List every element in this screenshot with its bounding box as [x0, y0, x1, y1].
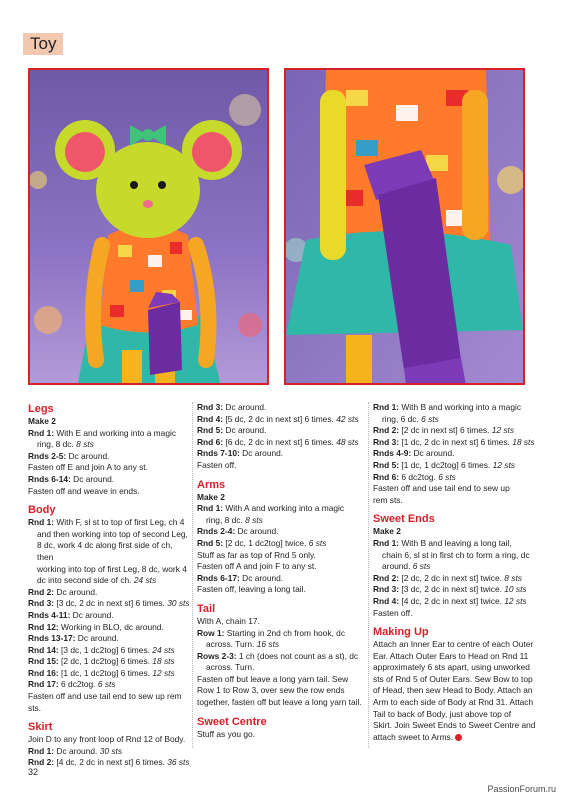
- instruction-line: [28, 746, 190, 758]
- paragraph-line: Attach an Inner Ear to centre of each Outer: [373, 639, 534, 650]
- instruction-text: Fasten off and weave in ends.: [28, 485, 140, 496]
- instruction-text: 6 dc2tog.: [58, 679, 98, 690]
- instruction-line: [373, 437, 538, 449]
- instruction-line: [373, 550, 538, 562]
- instruction-text: [2 dc, 1 dc2tog] 6 times.: [58, 656, 153, 667]
- round-label: Rnd 3:: [373, 436, 400, 447]
- stitch-count: 30 sts: [99, 745, 123, 756]
- instruction-line: [373, 596, 538, 608]
- instruction-line: [28, 757, 190, 769]
- round-label: Rnd 12:: [28, 621, 59, 632]
- stitch-count: 24 sts: [152, 644, 175, 655]
- instruction-text: Join D to any front loop of Rnd 12 of Body.: [28, 734, 186, 745]
- round-label: Rnd 1:: [197, 503, 224, 514]
- instruction-text: Working in BLO, dc around.: [58, 621, 164, 632]
- instruction-line: [28, 610, 190, 622]
- instruction-line: [28, 564, 190, 576]
- instruction-line: [373, 608, 538, 620]
- section-heading-legs: Legs: [28, 403, 54, 415]
- instruction-line: [197, 584, 365, 596]
- instruction-line: [197, 674, 365, 686]
- round-label: Rnd 1:: [28, 427, 55, 438]
- round-label: Rnds 6-14:: [28, 473, 71, 484]
- pattern-column-1: [28, 402, 190, 769]
- making-up-instructions: [373, 639, 538, 743]
- round-label: Rnds 2-5:: [28, 450, 67, 461]
- instruction-line: [28, 679, 190, 691]
- instruction-line: [28, 474, 190, 486]
- stitch-count: 48 sts: [336, 436, 359, 447]
- round-label: Rnd 5:: [373, 459, 400, 470]
- instruction-text: Dc around.: [235, 526, 279, 537]
- tail-instructions: [197, 616, 365, 709]
- column-divider: [368, 402, 369, 748]
- instruction-text: Dc around.: [411, 448, 455, 459]
- instruction-text: 8 dc, work 4 dc along first side of ch, then: [37, 540, 173, 562]
- instruction-line: [373, 414, 538, 426]
- instruction-line: [28, 451, 190, 463]
- instruction-text: Dc around.: [75, 633, 119, 644]
- round-label: Rnd 2:: [373, 425, 400, 436]
- instruction-line: [197, 573, 365, 585]
- mouse-illustration: [30, 70, 267, 383]
- instruction-text: With F, sl st to top of first Leg, ch 4: [54, 517, 185, 528]
- instruction-text: Dc around.: [70, 473, 115, 484]
- instruction-line: [28, 622, 190, 634]
- instruction-line: [28, 645, 190, 657]
- instruction-text: [1 dc, 1 dc2tog] 6 times.: [399, 459, 493, 470]
- round-label: Rnds 6-17:: [197, 572, 240, 583]
- watermark: PassionForum.ru: [487, 784, 556, 794]
- section-heading-body: Body: [28, 504, 56, 517]
- instruction-line: [373, 573, 538, 585]
- pattern-column-2: [197, 402, 365, 740]
- round-label: Rnd 2:: [373, 572, 400, 583]
- instruction-text: Fasten off.: [373, 607, 413, 618]
- round-label: Rnds 4-9:: [373, 448, 412, 459]
- instruction-line: [197, 697, 365, 709]
- instruction-text: together, fasten off but leave a long yarn tail.: [197, 697, 362, 708]
- instruction-text: chain 6, sl st in first ch to form a ring, dc: [382, 549, 530, 560]
- make-count: Make 2: [197, 491, 225, 502]
- round-label: Rnd 1:: [373, 402, 400, 412]
- instruction-line: [373, 495, 538, 507]
- section-heading-making-up: Making Up: [373, 626, 429, 639]
- legs-instructions: [28, 428, 190, 498]
- instruction-line: [28, 734, 190, 746]
- instruction-text: Fasten off but leave a long yarn tail. Sew: [197, 673, 349, 684]
- page-number: 32: [28, 767, 39, 777]
- instruction-line: [373, 425, 538, 437]
- instruction-text: [1 dc, 2 dc in next st] 6 times.: [399, 436, 513, 447]
- round-label: Rnds 13-17:: [28, 633, 76, 644]
- body-instructions: [28, 517, 190, 714]
- instruction-text: Stuff as far as top of Rnd 5 only.: [197, 549, 316, 560]
- instruction-line: [197, 402, 365, 414]
- instruction-line: [197, 515, 365, 527]
- round-label: Rnd 6:: [373, 471, 400, 482]
- round-label: Rnd 14:: [28, 644, 59, 655]
- paragraph-line: attach sweet to Arms.: [373, 732, 538, 744]
- stitch-count: 10 sts: [504, 584, 527, 595]
- arms-instructions: [197, 503, 365, 596]
- stitch-count: 6 sts: [438, 471, 456, 482]
- round-label: Rnd 17:: [28, 679, 59, 690]
- instruction-line: [28, 633, 190, 645]
- instruction-line: [28, 540, 190, 563]
- section-heading-arms: Arms: [197, 478, 226, 491]
- instruction-line: [373, 460, 538, 472]
- make-count: Make 2: [28, 416, 56, 426]
- instruction-line: [28, 486, 190, 498]
- paragraph-line: Arm to each side of Body at Rnd 31. Attach: [373, 697, 534, 708]
- instruction-text: rem sts.: [373, 494, 403, 505]
- stitch-count: 6 sts: [412, 561, 431, 572]
- instruction-text: Fasten off A and join F to any st.: [197, 561, 317, 572]
- instruction-line: [373, 584, 538, 596]
- instruction-text: working into top of first Leg, 8 dc, work 4: [37, 563, 187, 574]
- section-heading-skirt: Skirt: [28, 721, 53, 734]
- instruction-line: [197, 526, 365, 538]
- instruction-line: [197, 561, 365, 573]
- instruction-line: [373, 472, 538, 484]
- instruction-line: [197, 425, 365, 437]
- instruction-line: [197, 414, 365, 426]
- instruction-text: around.: [382, 561, 413, 572]
- instruction-text: [5 dc, 2 dc in next st] 6 times.: [223, 413, 337, 424]
- stitch-count: 6 sts: [308, 537, 327, 548]
- stitch-count: 6 sts: [421, 413, 439, 424]
- instruction-line: [28, 587, 190, 599]
- stitch-count: 12 sts: [491, 425, 515, 436]
- round-label: Rnd 5:: [197, 425, 224, 436]
- stitch-count: 6 sts: [97, 679, 116, 690]
- instruction-line: [197, 651, 365, 663]
- instruction-text: Stuff as you go.: [197, 728, 256, 739]
- stitch-count: 16 sts: [256, 639, 280, 650]
- instruction-line: [373, 483, 538, 495]
- paragraph-line: Ear. Attach Outer Ears to Head on Rnd 11: [373, 650, 529, 661]
- round-label: Rnds 7-10:: [197, 448, 240, 459]
- instruction-text: With B and working into a magic: [399, 402, 522, 412]
- instruction-text: With A, chain 17.: [197, 615, 260, 626]
- stitch-count: 8 sts: [76, 439, 94, 450]
- sweet-centre-instructions: [197, 729, 365, 741]
- skirt-instructions: [28, 734, 190, 769]
- instruction-line: [373, 538, 538, 550]
- instruction-text: [6 dc, 2 dc in next st] 6 times.: [223, 436, 337, 447]
- stitch-count: 8 sts: [504, 572, 522, 583]
- instruction-line: [373, 448, 538, 460]
- sweet-ends-instructions: [373, 538, 538, 619]
- instruction-text: across. Turn.: [206, 662, 255, 673]
- section-heading-tail: Tail: [197, 602, 216, 615]
- instruction-line: [197, 729, 365, 741]
- paragraph-line: Skirt. Join Sweet Ends to Sweet Centre and: [373, 720, 536, 731]
- instruction-text: Fasten off, leaving a long tail.: [197, 584, 306, 595]
- instruction-line: [28, 575, 190, 587]
- round-label: Rnd 15:: [28, 656, 59, 667]
- round-label: Rnd 6:: [197, 436, 224, 447]
- instruction-text: [2 dc, 1 dc2tog] twice.: [223, 537, 309, 548]
- instruction-text: ring, 8 dc.: [37, 439, 77, 450]
- section-heading-sweet-centre: Sweet Centre: [197, 715, 267, 728]
- paragraph-line: Tail to back of Body, just above top of: [373, 708, 512, 719]
- paragraph-line: sts of Rnd 5 of Outer Ears. Sew Bow to top: [373, 673, 533, 684]
- instruction-text: Fasten off and use tail end to sew up: [373, 483, 510, 494]
- paragraph-line: of Head, then sew Head to Body. Attach an: [373, 685, 533, 696]
- round-label: Rows 2-3:: [197, 650, 237, 661]
- round-label: Rnd 1:: [373, 537, 400, 548]
- round-label: Rnds 4-11:: [28, 609, 71, 620]
- instruction-text: Dc around.: [239, 572, 284, 583]
- round-label: Rnd 16:: [28, 667, 59, 678]
- round-label: Rnd 2:: [28, 586, 55, 597]
- instruction-text: [1 dc, 1 dc2tog] 6 times.: [58, 667, 153, 678]
- instruction-line: [28, 668, 190, 680]
- instruction-line: [28, 656, 190, 668]
- column-divider: [192, 402, 193, 748]
- stitch-count: 18 sts: [152, 656, 175, 667]
- sweet-closeup-illustration: [286, 70, 523, 383]
- instruction-line: [197, 460, 365, 472]
- round-label: Rnd 4:: [197, 413, 224, 424]
- stitch-count: 12 sts: [504, 595, 527, 606]
- instruction-text: [3 dc, 2 dc in next st] 6 times.: [54, 598, 168, 609]
- stitch-count: 12 sts: [492, 459, 515, 470]
- instruction-line: [28, 529, 190, 541]
- instruction-line: [28, 691, 190, 714]
- instruction-text: and then working into top of second Leg,: [37, 528, 188, 539]
- instruction-line: [197, 550, 365, 562]
- stitch-count: 36 sts: [167, 757, 190, 768]
- instruction-line: [197, 538, 365, 550]
- instruction-line: [28, 462, 190, 474]
- stitch-count: 18 sts: [512, 436, 535, 447]
- round-label: Rnd 5:: [197, 537, 224, 548]
- paragraph-line: approximately 6 sts apart, using unworked: [373, 662, 530, 673]
- stitch-count: 8 sts: [245, 514, 263, 525]
- section-tag: Toy: [23, 33, 63, 55]
- instruction-line: [28, 598, 190, 610]
- instruction-text: [4 dc, 2 dc in next st] 6 times.: [54, 757, 168, 768]
- instruction-text: [2 dc, 2 dc in next st] twice.: [399, 572, 505, 583]
- instruction-line: [28, 517, 190, 529]
- instruction-line: [197, 503, 365, 515]
- round-label: Rnd 4:: [373, 595, 400, 606]
- instruction-text: Dc around.: [54, 745, 100, 756]
- skirt-instructions-cont: [197, 402, 365, 472]
- end-mark-icon: [455, 734, 462, 741]
- instruction-line: [197, 616, 365, 628]
- instruction-text: With E and working into a magic: [54, 427, 177, 438]
- round-label: Rnd 3:: [28, 598, 55, 609]
- instruction-text: Dc around.: [66, 450, 110, 461]
- pattern-column-3: [373, 402, 538, 743]
- instruction-text: ring, 8 dc.: [206, 514, 246, 525]
- instruction-text: With A and working into a magic: [223, 503, 345, 514]
- instruction-text: Starting in 2nd ch from hook, dc: [224, 627, 346, 638]
- instruction-line: [28, 439, 190, 451]
- instruction-text: ring, 6 dc.: [382, 413, 422, 424]
- instruction-text: Dc around.: [54, 586, 98, 597]
- instruction-line: [28, 428, 190, 440]
- instruction-text: Row 1 to Row 3, over sew the row ends: [197, 685, 345, 696]
- round-label: Rnd 3:: [373, 584, 400, 595]
- mouse-front-photo: [28, 68, 269, 385]
- stitch-count: 24 sts: [133, 575, 157, 586]
- instruction-text: dc into second side of ch.: [37, 575, 134, 586]
- instruction-line: [373, 402, 538, 414]
- round-label: Row 1:: [197, 627, 225, 638]
- stitch-count: 42 sts: [336, 413, 359, 424]
- round-label: Rnd 1:: [28, 745, 55, 756]
- instruction-line: [197, 437, 365, 449]
- instruction-line: [373, 561, 538, 573]
- instruction-text: Dc around.: [239, 448, 284, 459]
- instruction-line: [197, 639, 365, 651]
- round-label: Rnds 2-4:: [197, 526, 236, 537]
- instruction-text: Fasten off and use tail end to sew up rem sts.: [28, 691, 182, 713]
- section-heading-sweet-ends: Sweet Ends: [373, 513, 435, 526]
- instruction-text: [3 dc, 1 dc2tog] 6 times.: [58, 644, 153, 655]
- instruction-line: [197, 685, 365, 697]
- instruction-text: [3 dc, 2 dc in next st] twice.: [399, 584, 505, 595]
- round-label: Rnd 3:: [197, 402, 224, 412]
- round-label: Rnd 2:: [28, 757, 55, 768]
- instruction-text: Dc around.: [223, 402, 267, 412]
- stitch-count: 30 sts: [167, 598, 190, 609]
- instruction-text: 1 ch (does not count as a st), dc: [236, 650, 359, 661]
- instruction-text: Fasten off E and join A to any st.: [28, 462, 148, 473]
- instruction-line: [197, 662, 365, 674]
- make-count: Make 2: [373, 526, 401, 537]
- instruction-text: With B and leaving a long tail,: [399, 537, 512, 548]
- instruction-text: [4 dc, 2 dc in next st] twice.: [399, 595, 505, 606]
- instruction-line: [197, 628, 365, 640]
- sweet-centre-instructions-cont: [373, 402, 538, 506]
- mouse-sweet-closeup-photo: [284, 68, 525, 385]
- instruction-text: 6 dc2tog.: [399, 471, 439, 482]
- instruction-text: Fasten off.: [197, 459, 237, 470]
- round-label: Rnd 1:: [28, 517, 55, 528]
- instruction-text: Dc around.: [70, 609, 114, 620]
- stitch-count: 12 sts: [152, 667, 175, 678]
- instruction-text: across. Turn.: [206, 639, 257, 650]
- instruction-text: Dc around.: [223, 425, 267, 436]
- instruction-line: [197, 448, 365, 460]
- instruction-text: [2 dc in next st] 6 times.: [399, 425, 492, 436]
